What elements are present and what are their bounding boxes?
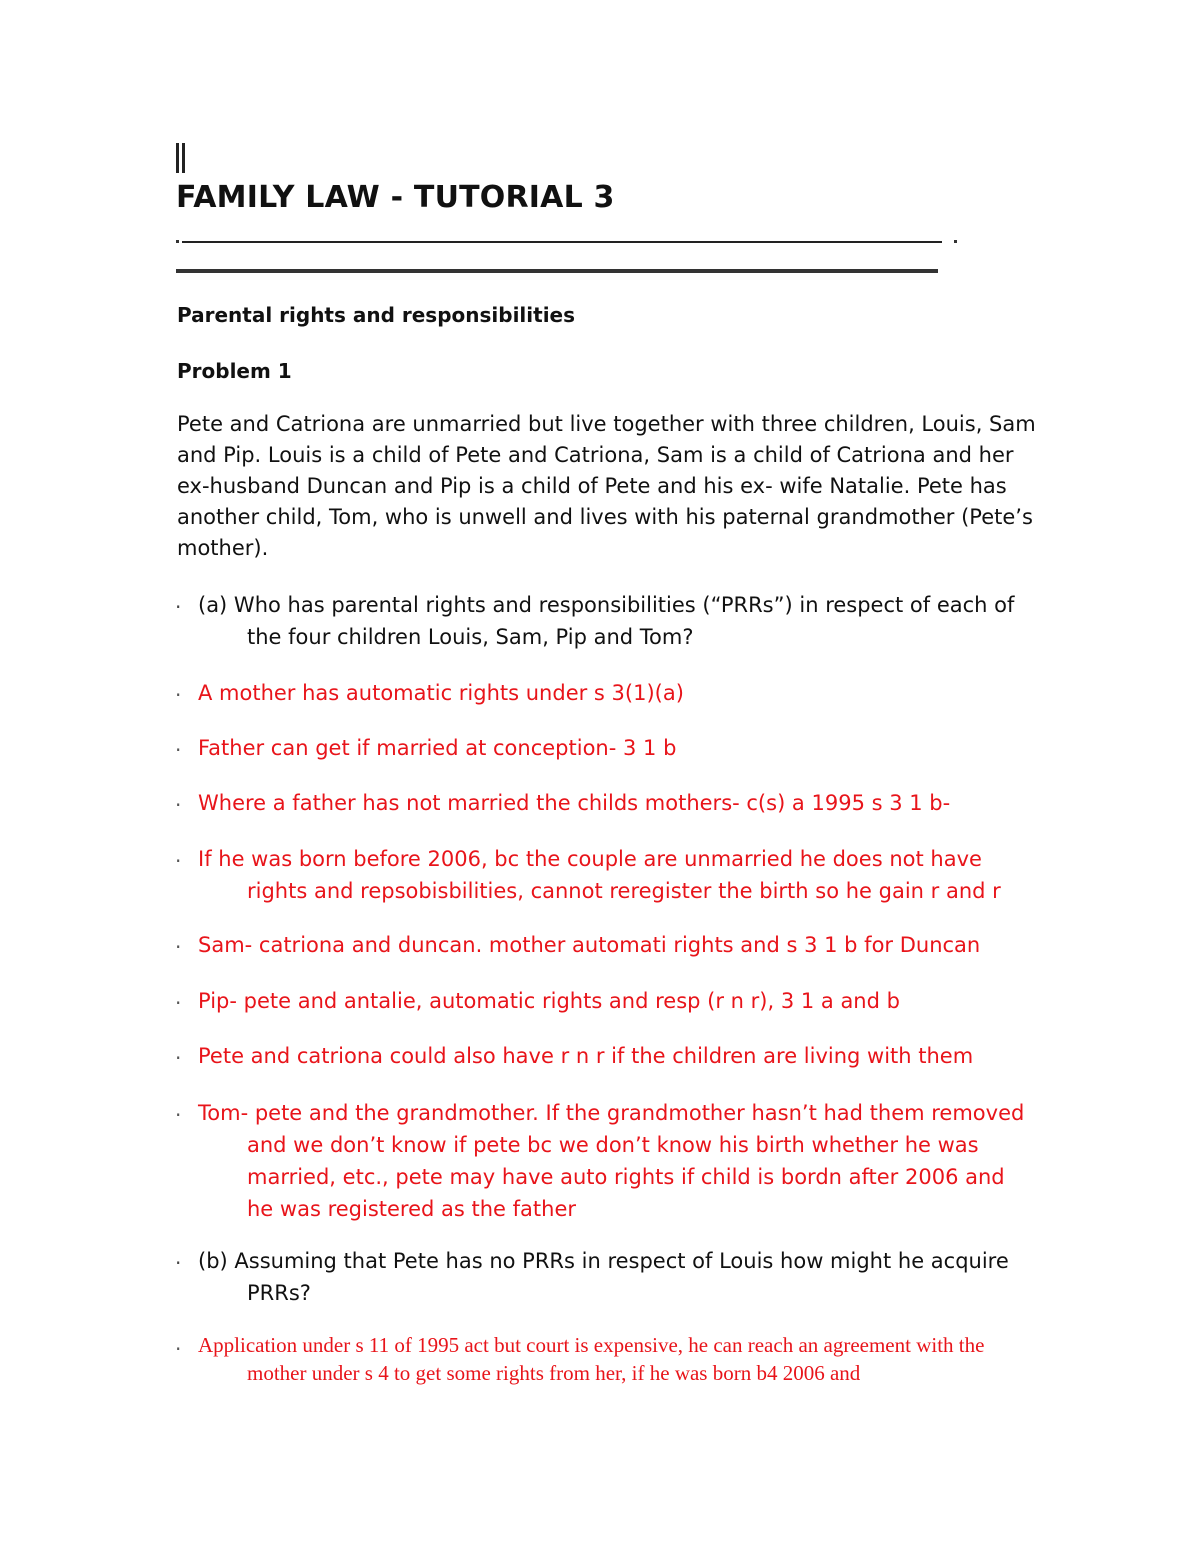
answer-text: Sam- catriona and duncan. mother automati rights and s 3 1 b for Duncan (198, 933, 981, 957)
bullet-marker: . (175, 1331, 182, 1355)
answer-text: A mother has automatic rights under s 3(1)(a) (198, 681, 684, 705)
answer-item (175, 787, 1035, 819)
answer-item (175, 732, 1035, 764)
bullet-marker: . (175, 843, 182, 867)
bullet-marker: . (175, 677, 182, 701)
answer-item (175, 1097, 1035, 1225)
answer-item (175, 677, 1035, 709)
answer-text: Where a father has not married the childs mothers- c(s) a 1995 s 3 1 b- (198, 791, 951, 815)
horizontal-rule-top (182, 241, 942, 243)
answer-item (175, 985, 1035, 1017)
bullet-marker: . (175, 929, 182, 953)
answer-item (175, 1040, 1035, 1072)
bullet-marker: . (175, 985, 182, 1009)
text-cursor-marks (176, 143, 190, 175)
horizontal-rule-bottom (176, 269, 938, 273)
page-title: FAMILY LAW - TUTORIAL 3 (176, 180, 615, 215)
rule-marker-right (954, 240, 957, 243)
answer-text: Pip- pete and antalie, automatic rights and resp (r n r), 3 1 a and b (198, 989, 900, 1013)
answer-text: Tom- pete and the grandmother. If the grandmother hasn’t had them removed and we don’t know if pete bc we don’t know his birth whether he was married, etc., pete may have auto rights if child is bordn after 2006 and he was registered as the father (198, 1101, 1025, 1221)
question-a (175, 589, 1035, 653)
answer-item (175, 929, 1035, 961)
bullet-marker: . (175, 732, 182, 756)
intro-paragraph: Pete and Catriona are unmarried but live together with three children, Louis, Sam and Pip. Louis is a child of Pete and Catriona, Sam is a child of Catriona and her ex-husband Duncan and Pip is a child of Pete and his ex- wife Natalie. Pete has another child, Tom, who is unwell and lives with his paternal grandmother (Pete’s mother). (177, 412, 1036, 560)
question-text: (a) Who has parental rights and responsibilities (“PRRs”) in respect of each of the four children Louis, Sam, Pip and Tom? (198, 593, 1015, 649)
bullet-marker: . (175, 787, 182, 811)
answer-text: Father can get if married at conception- 3 1 b (198, 736, 677, 760)
answer-text: Pete and catriona could also have r n r if the children are living with them (198, 1044, 974, 1068)
question-text: (b) Assuming that Pete has no PRRs in respect of Louis how might he acquire PRRs? (198, 1249, 1009, 1305)
question-b (175, 1245, 1035, 1309)
bullet-marker: . (175, 1097, 182, 1121)
answer-text: Application under s 11 of 1995 act but court is expensive, he can reach an agreement with the mother under s 4 to get some rights from her, if he was born b4 2006 and (198, 1333, 985, 1385)
bullet-marker: . (175, 1245, 182, 1269)
problem-heading: Problem 1 (177, 359, 292, 383)
answer-item (175, 1331, 1035, 1387)
answer-text: If he was born before 2006, bc the couple are unmarried he does not have rights and repsobisbilities, cannot reregister the birth so he gain r and r (198, 847, 1001, 903)
rule-marker-left (176, 240, 179, 243)
bullet-marker: . (175, 589, 182, 613)
bullet-marker: . (175, 1040, 182, 1064)
section-heading: Parental rights and responsibilities (177, 303, 576, 327)
answer-item (175, 843, 1035, 907)
